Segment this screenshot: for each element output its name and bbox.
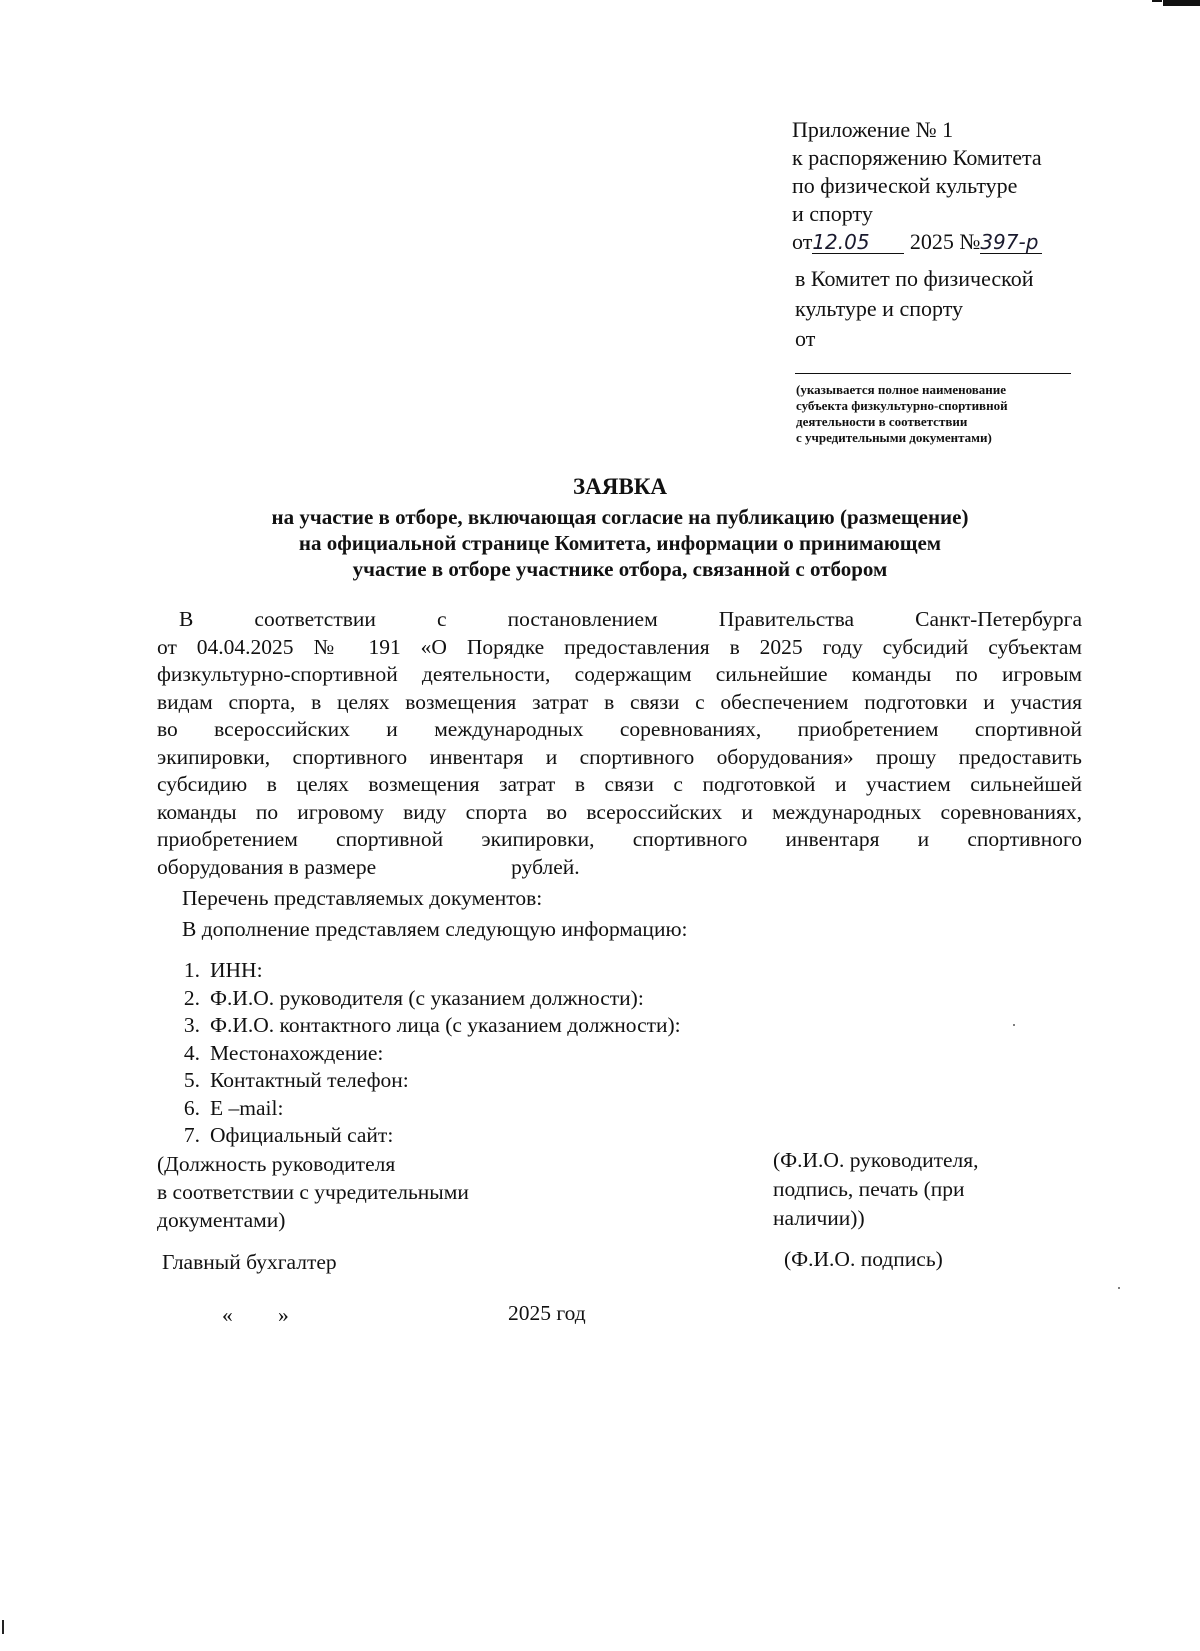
document-subtitle: [0, 504, 1200, 582]
request-paragraph: [157, 606, 1082, 881]
note-line: субъекта физкультурно-спортивной: [796, 398, 1008, 413]
list-text: ИНН:: [210, 958, 263, 982]
list-text: Контактный телефон:: [210, 1068, 409, 1092]
handwritten-number: 397-р: [980, 230, 1039, 254]
list-text: Ф.И.О. контактного лица (с указанием должности):: [210, 1013, 681, 1037]
document-title: ЗАЯВКА: [573, 474, 667, 499]
list-number: 6.: [183, 1095, 200, 1120]
paragraph-last-line: [157, 854, 1082, 882]
list-item: [170, 1122, 681, 1150]
paragraph-line: от 04.04.2025 № 191 «О Порядке предоставления в 2025 году субсидий субъектам: [157, 634, 1082, 659]
appendix-line: и спорту: [792, 201, 873, 226]
addressee-line: в Комитет по физической: [795, 266, 1034, 291]
list-item: [170, 1040, 681, 1068]
note-line: (указывается полное наименование: [796, 382, 1007, 397]
list-number: 5.: [183, 1068, 200, 1092]
info-list: [170, 957, 681, 1150]
caption-line: (Должность руководителя: [157, 1152, 396, 1176]
list-item: [170, 1095, 681, 1123]
paragraph-line: команды по игровому виду спорта во всероссийских и международных соревнованиях,: [157, 799, 1082, 824]
list-text: Местонахождение:: [210, 1040, 384, 1065]
list-item: [170, 985, 681, 1013]
list-number: 1.: [183, 958, 200, 982]
appendix-line: по физической культуре: [792, 173, 1018, 198]
scan-mark: [2, 1620, 4, 1634]
amount-label: оборудования в размере: [157, 854, 377, 879]
paragraph-line: видам спорта, в целях возмещения затрат в связи с обеспечением подготовки и участия: [157, 689, 1082, 714]
year-number-label: 2025 №: [909, 229, 981, 254]
caption-line: наличии)): [773, 1206, 865, 1230]
paragraph-line: экипировки, спортивного инвентаря и спортивного оборудования» прошу предоставить: [157, 744, 1082, 769]
list-text: Ф.И.О. руководителя (с указанием должности):: [210, 985, 644, 1010]
subtitle-line: на участие в отборе, включающая согласие на публикацию (размещение): [271, 505, 969, 529]
handwritten-date: 12.05: [812, 230, 870, 254]
documents-label: Перечень представляемых документов:: [182, 886, 543, 910]
list-number: 4.: [183, 1040, 200, 1065]
scan-speck: [1118, 1287, 1120, 1289]
additional-info-label: В дополнение представляем следующую информацию:: [182, 917, 688, 941]
date-open-quote: «: [222, 1303, 233, 1327]
appendix-date-line: [792, 228, 1042, 256]
paragraph-line: субсидию в целях возмещения затрат в связи с подготовкой и участием сильнейшей: [157, 772, 1082, 796]
list-text: E –mail:: [210, 1095, 284, 1120]
paragraph-line: физкультурно-спортивной деятельности, содержащим сильнейшие команды по игровым: [157, 662, 1082, 686]
addressee-from: от: [795, 326, 816, 351]
appendix-title: Приложение № 1: [792, 117, 954, 142]
list-number: 3.: [183, 1013, 200, 1037]
list-item: [170, 957, 681, 985]
caption-line: в соответствии с учредительными: [157, 1180, 469, 1204]
list-number: 2.: [183, 985, 200, 1010]
scan-mark: [1163, 0, 1200, 6]
date-year: 2025 год: [508, 1301, 586, 1325]
accountant-signature-caption: (Ф.И.О. подпись): [784, 1247, 943, 1271]
caption-line: (Ф.И.О. руководителя,: [773, 1148, 979, 1172]
subtitle-line: участие в отборе участнике отбора, связанной с отбором: [352, 557, 888, 581]
note-line: деятельности в соответствии: [796, 414, 968, 429]
date-prefix: от: [792, 229, 813, 254]
list-number: 7.: [183, 1123, 200, 1147]
currency-label: рублей.: [511, 854, 580, 879]
paragraph-line: приобретением спортивной экипировки, спортивного инвентаря и спортивного: [157, 827, 1082, 851]
date-close-quote: »: [278, 1303, 289, 1327]
appendix-line: к распоряжению Комитета: [792, 145, 1042, 170]
note-line: с учредительными документами): [796, 430, 992, 445]
paragraph-line: В соответствии с постановлением Правительства Санкт-Петербурга: [179, 607, 1082, 631]
addressee-block: [795, 264, 1034, 354]
list-item: [170, 1067, 681, 1095]
head-signature-caption: [773, 1146, 979, 1233]
appendix-block: [792, 116, 1042, 256]
list-item: [170, 1012, 681, 1040]
applicant-name-note: [796, 382, 1008, 446]
position-caption: [157, 1150, 469, 1234]
accountant-label: Главный бухгалтер: [162, 1250, 337, 1274]
scan-speck: [1013, 1024, 1015, 1026]
number-field: [980, 231, 1042, 254]
scan-mark: [1152, 0, 1162, 2]
list-text: Официальный сайт:: [210, 1123, 394, 1147]
date-field: [812, 231, 904, 254]
caption-line: документами): [157, 1208, 286, 1232]
applicant-name-line: [795, 373, 1071, 374]
caption-line: подпись, печать (при: [773, 1177, 965, 1201]
subtitle-line: на официальной странице Комитета, информации о принимающем: [298, 531, 942, 555]
addressee-line: культуре и спорту: [795, 296, 964, 321]
paragraph-line: во всероссийских и международных соревнованиях, приобретением спортивной: [157, 717, 1082, 741]
